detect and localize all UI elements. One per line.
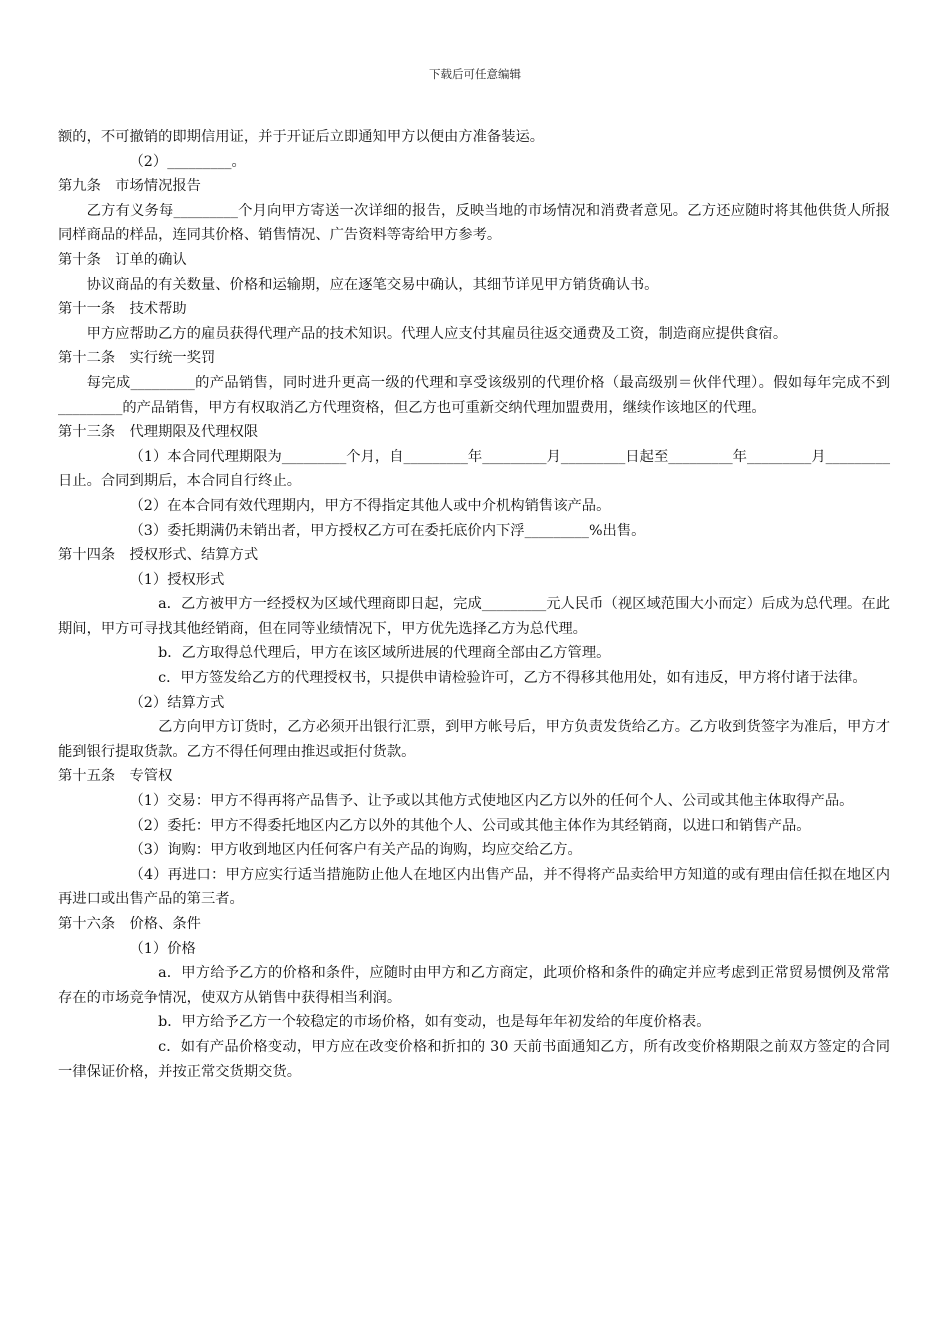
paragraph: （3）委托期满仍未销出者，甲方授权乙方可在委托底价内下浮_________%出售。 [129, 522, 646, 539]
paragraph: （2）_________。 [129, 153, 246, 170]
paragraph: 乙方有义务每_________个月向甲方寄送一次详细的报告，反映当地的市场情况和消费者意见。乙方还应随时将其他供货人所报同样商品的样品，连同其价格、销售情况、广告资料等寄给甲方参考。 [58, 202, 890, 244]
paragraph: c．甲方签发给乙方的代理授权书，只提供申请检验许可，乙方不得移其他用处，如有违反，甲方将付诸于法律。 [158, 670, 867, 687]
paragraph: a．乙方被甲方一经授权为区域代理商即日起，完成_________元人民币（视区域范围大小而定）后成为总代理。在此期间，甲方可寻找其他经销商，但在同等业绩情况下，甲方优先选择乙方为总代理。 [58, 596, 890, 637]
paragraph: a．甲方给予乙方的价格和条件，应随时由甲方和乙方商定，此项价格和条件的确定并应考虑到正常贸易惯例及常常存在的市场竞争情况，使双方从销售中获得相当利润。 [58, 965, 890, 1006]
article-heading: 第十六条 价格、条件 [58, 916, 201, 932]
paragraph: （4）再进口：甲方应实行适当措施防止他人在地区内出售产品，并不得将产品卖给甲方知道的或有理由信任拟在地区内再进口或出售产品的第三者。 [58, 866, 890, 908]
paragraph: （2）委托：甲方不得委托地区内乙方以外的其他个人、公司或其他主体作为其经销商，以进口和销售产品。 [129, 817, 811, 834]
paragraph: b．乙方取得总代理后，甲方在该区域所进展的代理商全部由乙方管理。 [158, 645, 611, 662]
article-heading: 第十二条 实行统一奖罚 [58, 350, 216, 367]
paragraph: 额的，不可撤销的即期信用证，并于开证后立即通知甲方以便由方准备装运。 [58, 129, 545, 145]
document-body [58, 125, 890, 1084]
article-heading: 第十五条 专管权 [58, 768, 173, 785]
paragraph: （1）本合同代理期限为_________个月，自_________年_________月_________日起至_________年_________月_________日止。合同到期后，本合同自行终止。 [58, 448, 890, 490]
paragraph: 每完成_________的产品销售，同时进升更高一级的代理和享受该级别的代理价格（最高级别＝伙伴代理）。假如每年完成不到_________的产品销售，甲方有权取消乙方代理资格，但乙方也可重新交纳代理加盟费用，继续作该地区的代理。 [58, 374, 890, 416]
paragraph: 甲方应帮助乙方的雇员获得代理产品的技术知识。代理人应支付其雇员往返交通费及工资，制造商应提供食宿。 [86, 325, 788, 342]
article-heading: 第十四条 授权形式、结算方式 [58, 547, 259, 564]
paragraph: （1）授权形式 [129, 571, 225, 588]
article-heading: 第九条 市场情况报告 [58, 178, 201, 195]
paragraph: （2）在本合同有效代理期内，甲方不得指定其他人或中介机构销售该产品。 [129, 497, 611, 514]
paragraph: （3）询购：甲方收到地区内任何客户有关产品的询购，均应交给乙方。 [129, 842, 582, 859]
article-heading: 第十三条 代理期限及代理权限 [58, 424, 259, 441]
article-heading: 第十一条 技术帮助 [58, 301, 187, 318]
paragraph: b．甲方给予乙方一个较稳定的市场价格，如有变动，也是每年年初发给的年度价格表。 [158, 1014, 711, 1031]
page-header: 下载后可任意编辑 [429, 67, 521, 81]
paragraph: 乙方向甲方订货时，乙方必须开出银行汇票，到甲方帐号后，甲方负责发货给乙方。乙方收到货签字为准后，甲方才能到银行提取货款。乙方不得任何理由推迟或拒付货款。 [58, 719, 890, 760]
paragraph: c．如有产品价格变动，甲方应在改变价格和折扣的 30 天前书面通知乙方，所有改变价格期限之前双方签定的合同一律保证价格，并按正常交货期交货。 [58, 1038, 890, 1080]
article-heading: 第十条 订单的确认 [58, 251, 187, 268]
paragraph: （1）交易：甲方不得再将产品售予、让予或以其他方式使地区内乙方以外的任何个人、公司或其他主体取得产品。 [129, 793, 854, 810]
paragraph: （2）结算方式 [129, 694, 225, 711]
paragraph: （1）价格 [129, 940, 196, 957]
paragraph: 协议商品的有关数量、价格和运输期，应在逐笔交易中确认，其细节详见甲方销货确认书。 [86, 276, 659, 293]
